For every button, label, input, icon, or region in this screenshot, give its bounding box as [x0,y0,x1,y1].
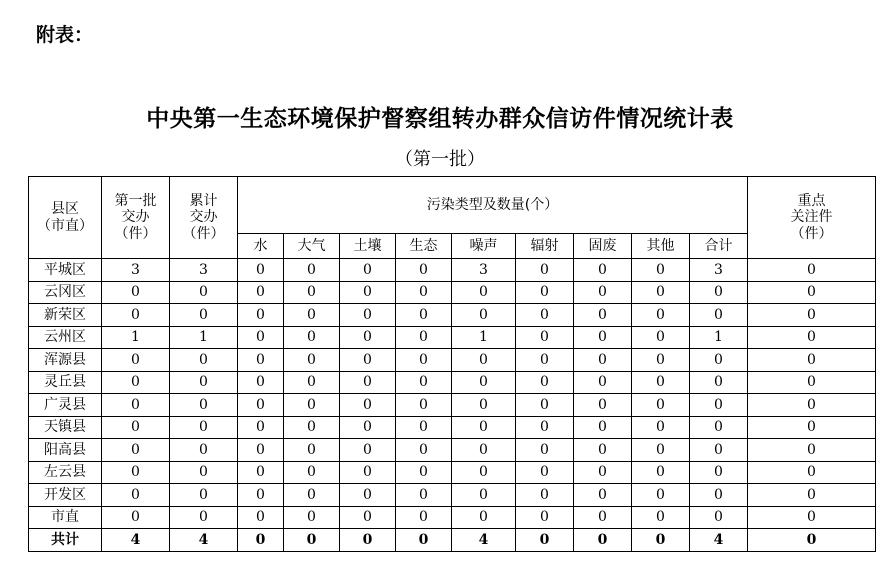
cell-eco: 0 [396,529,452,552]
cell-soil: 0 [340,529,396,552]
cell-air: 0 [284,259,340,282]
cell-eco: 0 [396,349,452,372]
cell-eco: 0 [396,439,452,462]
cell-eco: 0 [396,304,452,327]
total-row [29,529,876,552]
cell-soil: 0 [340,506,396,529]
cell-noise: 4 [452,529,516,552]
cell-subtotal: 0 [690,349,748,372]
cell-radiation: 0 [516,461,574,484]
cell-county: 新荣区 [29,304,102,327]
cell-air: 0 [284,416,340,439]
cell-focus: 0 [748,304,876,327]
cell-cumulative: 0 [170,416,238,439]
cell-eco: 0 [396,394,452,417]
cell-air: 0 [284,371,340,394]
header-soil: 土壤 [340,234,396,259]
header-other: 其他 [632,234,690,259]
table-row [29,416,876,439]
cell-other: 0 [632,349,690,372]
cell-batch1: 0 [102,461,170,484]
table-row [29,259,876,282]
cell-noise: 0 [452,349,516,372]
cell-air: 0 [284,506,340,529]
cell-focus: 0 [748,529,876,552]
cell-cumulative: 4 [170,529,238,552]
cell-county: 灵丘县 [29,371,102,394]
table-row [29,506,876,529]
cell-cumulative: 0 [170,439,238,462]
cell-air: 0 [284,461,340,484]
table-row [29,304,876,327]
cell-subtotal: 0 [690,281,748,304]
cell-cumulative: 0 [170,461,238,484]
cell-air: 0 [284,326,340,349]
cell-cumulative: 0 [170,506,238,529]
cell-soil: 0 [340,259,396,282]
cell-other: 0 [632,416,690,439]
cell-air: 0 [284,529,340,552]
cell-other: 0 [632,326,690,349]
cell-waste: 0 [574,304,632,327]
cell-county: 广灵县 [29,394,102,417]
cell-cumulative: 3 [170,259,238,282]
cell-waste: 0 [574,416,632,439]
table-body [29,259,876,552]
cell-radiation: 0 [516,326,574,349]
cell-batch1: 3 [102,259,170,282]
cell-eco: 0 [396,461,452,484]
table-row [29,439,876,462]
cell-cumulative: 0 [170,371,238,394]
header-waste: 固废 [574,234,632,259]
cell-other: 0 [632,394,690,417]
cell-air: 0 [284,484,340,507]
cell-noise: 0 [452,394,516,417]
cell-county: 天镇县 [29,416,102,439]
cell-noise: 0 [452,416,516,439]
cell-batch1: 0 [102,304,170,327]
cell-radiation: 0 [516,304,574,327]
cell-batch1: 0 [102,371,170,394]
cell-soil: 0 [340,484,396,507]
header-eco: 生态 [396,234,452,259]
cell-noise: 3 [452,259,516,282]
table-row [29,461,876,484]
cell-other: 0 [632,371,690,394]
cell-water: 0 [238,371,284,394]
appendix-label: 附表： [36,24,94,46]
cell-waste: 0 [574,394,632,417]
cell-noise: 0 [452,461,516,484]
header-pollution-group: 污染类型及数量(个） [238,177,748,234]
cell-subtotal: 1 [690,326,748,349]
cell-batch1: 4 [102,529,170,552]
header-focus: 重点 关注件 （件） [748,177,876,259]
cell-batch1: 0 [102,394,170,417]
cell-waste: 0 [574,259,632,282]
cell-cumulative: 0 [170,304,238,327]
header-water: 水 [238,234,284,259]
cell-county: 左云县 [29,461,102,484]
cell-focus: 0 [748,259,876,282]
table-row [29,394,876,417]
cell-batch1: 0 [102,416,170,439]
cell-county: 云州区 [29,326,102,349]
cell-water: 0 [238,349,284,372]
cell-noise: 0 [452,371,516,394]
cell-focus: 0 [748,349,876,372]
cell-other: 0 [632,484,690,507]
cell-water: 0 [238,416,284,439]
header-subtotal: 合计 [690,234,748,259]
cell-waste: 0 [574,529,632,552]
cell-eco: 0 [396,326,452,349]
cell-water: 0 [238,484,284,507]
cell-eco: 0 [396,281,452,304]
table-row [29,371,876,394]
cell-focus: 0 [748,281,876,304]
cell-radiation: 0 [516,416,574,439]
cell-county: 开发区 [29,484,102,507]
cell-subtotal: 0 [690,394,748,417]
cell-soil: 0 [340,394,396,417]
cell-other: 0 [632,259,690,282]
cell-noise: 0 [452,281,516,304]
cell-noise: 0 [452,304,516,327]
cell-water: 0 [238,529,284,552]
cell-subtotal: 0 [690,439,748,462]
cell-subtotal: 0 [690,371,748,394]
header-county: 县区 （市直） [29,177,102,259]
cell-air: 0 [284,349,340,372]
cell-subtotal: 4 [690,529,748,552]
cell-cumulative: 0 [170,394,238,417]
cell-radiation: 0 [516,529,574,552]
page-title: 中央第一生态环境保护督察组转办群众信访件情况统计表 [146,105,734,132]
cell-radiation: 0 [516,439,574,462]
cell-noise: 1 [452,326,516,349]
cell-waste: 0 [574,439,632,462]
cell-other: 0 [632,461,690,484]
cell-waste: 0 [574,281,632,304]
cell-cumulative: 1 [170,326,238,349]
cell-noise: 0 [452,506,516,529]
cell-county: 平城区 [29,259,102,282]
cell-other: 0 [632,529,690,552]
cell-waste: 0 [574,349,632,372]
cell-waste: 0 [574,484,632,507]
cell-waste: 0 [574,461,632,484]
cell-air: 0 [284,281,340,304]
cell-waste: 0 [574,371,632,394]
page-subtitle: （第一批） [395,149,485,170]
table-row [29,484,876,507]
header-cumulative: 累计 交办 （件） [170,177,238,259]
cell-focus: 0 [748,416,876,439]
cell-eco: 0 [396,371,452,394]
cell-eco: 0 [396,506,452,529]
cell-subtotal: 0 [690,461,748,484]
cell-radiation: 0 [516,281,574,304]
cell-focus: 0 [748,506,876,529]
cell-county: 共计 [29,529,102,552]
cell-soil: 0 [340,439,396,462]
cell-batch1: 0 [102,349,170,372]
cell-cumulative: 0 [170,349,238,372]
cell-county: 市直 [29,506,102,529]
cell-subtotal: 0 [690,416,748,439]
cell-soil: 0 [340,461,396,484]
cell-water: 0 [238,281,284,304]
header-noise: 噪声 [452,234,516,259]
cell-radiation: 0 [516,371,574,394]
cell-soil: 0 [340,326,396,349]
cell-water: 0 [238,326,284,349]
cell-batch1: 0 [102,506,170,529]
cell-batch1: 1 [102,326,170,349]
cell-county: 阳高县 [29,439,102,462]
cell-radiation: 0 [516,506,574,529]
table-row [29,349,876,372]
cell-water: 0 [238,439,284,462]
cell-other: 0 [632,281,690,304]
header-batch1: 第一批 交办 （件） [102,177,170,259]
cell-water: 0 [238,461,284,484]
cell-water: 0 [238,394,284,417]
cell-air: 0 [284,439,340,462]
cell-cumulative: 0 [170,484,238,507]
cell-noise: 0 [452,484,516,507]
cell-water: 0 [238,304,284,327]
cell-county: 浑源县 [29,349,102,372]
cell-water: 0 [238,506,284,529]
cell-air: 0 [284,304,340,327]
cell-noise: 0 [452,439,516,462]
table-row [29,326,876,349]
cell-focus: 0 [748,326,876,349]
cell-eco: 0 [396,484,452,507]
header-air: 大气 [284,234,340,259]
table-row [29,281,876,304]
cell-focus: 0 [748,439,876,462]
cell-subtotal: 3 [690,259,748,282]
cell-air: 0 [284,394,340,417]
cell-other: 0 [632,304,690,327]
cell-soil: 0 [340,304,396,327]
cell-cumulative: 0 [170,281,238,304]
cell-focus: 0 [748,484,876,507]
header-radiation: 辐射 [516,234,574,259]
cell-subtotal: 0 [690,506,748,529]
cell-radiation: 0 [516,394,574,417]
cell-radiation: 0 [516,349,574,372]
cell-other: 0 [632,439,690,462]
cell-eco: 0 [396,416,452,439]
cell-subtotal: 0 [690,304,748,327]
cell-waste: 0 [574,506,632,529]
cell-waste: 0 [574,326,632,349]
cell-batch1: 0 [102,439,170,462]
cell-soil: 0 [340,416,396,439]
cell-batch1: 0 [102,484,170,507]
cell-water: 0 [238,259,284,282]
cell-soil: 0 [340,349,396,372]
statistics-table [28,176,876,552]
cell-batch1: 0 [102,281,170,304]
cell-county: 云冈区 [29,281,102,304]
cell-other: 0 [632,506,690,529]
cell-focus: 0 [748,394,876,417]
cell-focus: 0 [748,371,876,394]
cell-subtotal: 0 [690,484,748,507]
cell-soil: 0 [340,371,396,394]
cell-radiation: 0 [516,259,574,282]
cell-radiation: 0 [516,484,574,507]
cell-soil: 0 [340,281,396,304]
cell-eco: 0 [396,259,452,282]
cell-focus: 0 [748,461,876,484]
